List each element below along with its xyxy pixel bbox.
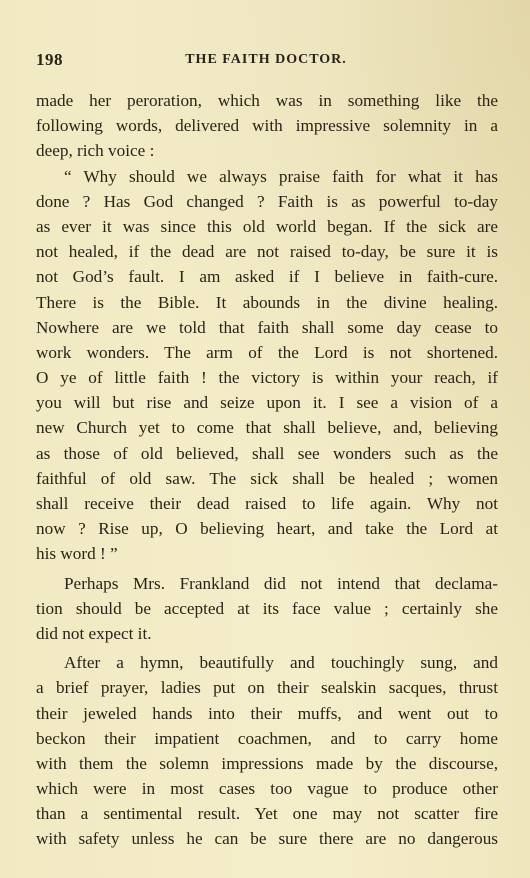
paragraph (36, 571, 498, 647)
text-line: which were in most cases too vague to produce other (36, 779, 498, 799)
text-line: not healed, if the dead are not raised to-day, be sure it is (36, 242, 498, 262)
text-line: After a hymn, beautifully and touchingly sung, and (64, 653, 498, 673)
text-line: faithful of old saw. The sick shall be healed ; women (36, 468, 498, 488)
text-line: their jeweled hands into their muffs, and went out to (36, 703, 498, 723)
paragraph (36, 88, 498, 164)
text-line: not God’s fault. I am asked if I believe in faith-cure. (36, 267, 498, 287)
text-line: beckon their impatient coachmen, and to carry home (36, 728, 498, 748)
text-line: “ Why should we always praise faith for what it has (64, 166, 498, 186)
text-line: following words, delivered with impressive solemnity in a (36, 116, 498, 136)
text-line: O ye of little faith ! the victory is within your reach, if (36, 368, 498, 388)
text-line: done ? Has God changed ? Faith is as powerful to-day (36, 191, 498, 211)
text-line: Nowhere are we told that faith shall some day cease to (36, 317, 498, 337)
page-number: 198 (36, 50, 63, 69)
text-line: than a sentimental result. Yet one may not scatter fire (36, 804, 498, 824)
page-header-title: THE FAITH DOCTOR. (185, 52, 347, 67)
text-line: tion should be accepted at its face value ; certainly she (36, 598, 498, 618)
text-line: you will but rise and seize upon it. I see a vision of a (36, 393, 498, 413)
text-line: did not expect it. (36, 623, 152, 643)
text-line: work wonders. The arm of the Lord is not shortened. (36, 342, 498, 362)
text-line: There is the Bible. It abounds in the divine healing. (36, 292, 498, 312)
text-line: made her peroration, which was in something like the (36, 91, 498, 110)
running-head (36, 50, 496, 74)
text-line: now ? Rise up, O believing heart, and take the Lord at (36, 519, 498, 539)
text-line: with them the solemn impressions made by the discourse, (36, 753, 498, 773)
text-line: as ever it was since this old world began. If the sick are (36, 216, 498, 236)
text-line: shall receive their dead raised to life again. Why not (36, 494, 498, 513)
text-line: deep, rich voice : (36, 141, 155, 161)
text-line: with safety unless he can be sure there are no dangerous (36, 829, 498, 849)
paragraph (36, 164, 498, 567)
paragraph (36, 650, 498, 852)
text-line: his word ! ” (36, 544, 118, 564)
text-line: new Church yet to come that shall believe, and, believing (36, 418, 498, 438)
text-line: Perhaps Mrs. Frankland did not intend that declama- (64, 573, 498, 593)
text-line: a brief prayer, ladies put on their sealskin sacques, thrust (36, 678, 498, 698)
body-text (36, 88, 498, 852)
text-line: as those of old believed, shall see wonders such as the (36, 443, 498, 463)
